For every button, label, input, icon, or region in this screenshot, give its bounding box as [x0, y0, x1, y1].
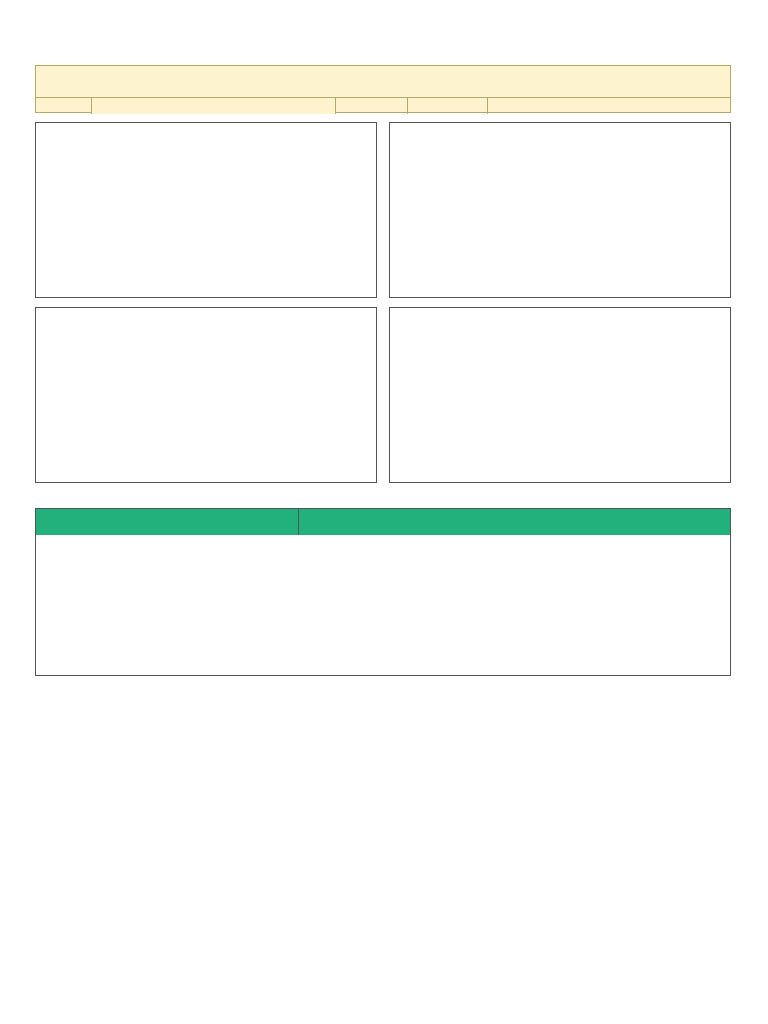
retro-header-left — [36, 509, 299, 535]
retro-header-right — [299, 509, 730, 535]
quadrant-q3 — [35, 307, 377, 483]
quadrant-q4 — [389, 307, 731, 483]
header-panel — [35, 65, 731, 113]
site-credit — [488, 98, 732, 114]
retrospective-table — [35, 508, 731, 676]
quadrant-q1 — [35, 122, 377, 298]
copy-field[interactable] — [408, 98, 488, 114]
header-info-row — [36, 97, 730, 114]
date-label — [36, 98, 92, 114]
copy-label — [336, 98, 408, 114]
date-field[interactable] — [92, 98, 336, 114]
quadrant-q2 — [389, 122, 731, 298]
